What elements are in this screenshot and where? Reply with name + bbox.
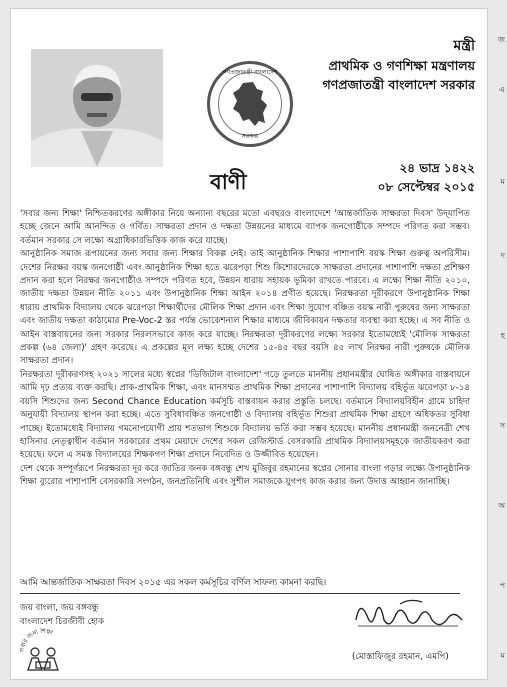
slogan	[20, 601, 104, 629]
body-paragraph: আনুষ্ঠানিক সমাজ রূপায়নের জন্য সবার জন্য শিক্ষার বিকল্প নেই। তাই আনুষ্ঠানিক শিক্ষার পাশাপাশি বয়স্ক শিক্ষা গুরুত্ব অপরিসীম। দেশের নিরক্ষর বয়স্ক জনগোষ্ঠী এবং আনুষ্ঠানিক শিক্ষা হতে ঝরেপড়া শিশু কিশোরদেরকে সাক্ষরতা প্রদানের পাশাপাশি দক্ষতা প্রশিক্ষণ প্রদান করা হলে নিরক্ষর জনগোষ্ঠীও সম্পদে পরিণত হবে, উন্নয়ন ধারায় সহায়ক ভূমিকা রাখতে পারবে। এ লক্ষ্যে শিক্ষা নীতি ২০১০, জাতীয় দক্ষতা উন্নয়ন নীতি ২০১১ এবং উপানুষ্ঠানিক শিক্ষা আইন ২০১৪ প্রণীত হয়েছে। নিরক্ষরতা দূরীকরণে উপানুষ্ঠানিক শিক্ষা ধারায় প্রাথমিক বিদ্যালয় থেকে ঝরেপড়া শিক্ষার্থীদের মৌলিক শিক্ষা প্রদান এবং শিক্ষা সুযোগ বঞ্চিত বয়স্ক নারী পুরুষের জন্য সাক্ষরতা এবং জাতীয় দক্ষতা কাঠামোর Pre-Voc-2 স্তর পর্যন্ত ভোকেশনাল শিক্ষার মাধ্যমে জীবিকায়ন দক্ষতার ব্যবস্থা করা হচ্ছে। এ সব নীতি ও আইন বাস্তবায়নের জন্য সরকার নিরলসভাবে কাজ করে যাচ্ছে। নিরক্ষরতা দূরীকরণের লক্ষ্যে সরকার ইতোমধ্যেই 'মৌলিক সাক্ষরতা প্রকল্প (৬৪ জেলা)' গ্রহণ করেছে। এ প্রকল্পের মূল লক্ষ্য হচ্ছে দেশের ১৫-৪৫ বছর বয়সি ৪৫ লাখ নিরক্ষর নারী পুরুষকে মৌলিক সাক্ষরতা প্রদান।	[20, 249, 470, 367]
adjacent-page-strip	[489, 0, 507, 687]
education-for-all-logo	[18, 628, 68, 672]
signatory-name: (মোস্তাফিজুর রহমান, এমপি)	[352, 652, 449, 662]
page-title: বাণী	[210, 170, 247, 194]
strip-char: অ	[498, 501, 505, 510]
header-ministry: প্রাথমিক ও গণশিক্ষা মন্ত্রণালয়	[328, 58, 475, 73]
children-reading-icon	[18, 628, 68, 672]
slogan-line: জয় বাংলা, জয় বঙ্গবন্ধু	[20, 603, 99, 613]
closing-line: আমি আন্তর্জাতিক সাক্ষরতা দিবস ২০১৫ এর সকল কর্মসূচির বর্ণিল সাফল্য কামনা করছি।	[20, 575, 460, 594]
seal-top-text: গণপ্রজাতন্ত্রী বাংলাদেশ	[222, 69, 278, 76]
body-paragraph: দেশ থেকে সম্পূর্ণরূপে নিরক্ষরতা দূর করে জাতির জনক বঙ্গবন্ধু শেখ মুজিবুর রহমানের স্বপ্নের সোনার বাংলা গড়ার লক্ষ্যে উপানুষ্ঠানিক শিক্ষা ব্যুরোর পাশাপাশি বেসরকারি সংগঠন, জনপ্রতিনিধি এবং সুশীল সমাজকে যুগপৎ কাজ করার জন্য উদাত্ত আহ্বান জানাচ্ছি।	[20, 463, 470, 488]
body-paragraph: নিরক্ষরতা দূরীকরণসহ ২০২১ সালের মধ্যে স্বপ্নের 'ডিজিটাল বাংলাদেশ' গড়ে তুলতে মাননীয় প্রধানমন্ত্রীর ঘোষিত অঙ্গীকার বাস্তবায়নে আমি দৃঢ় প্রত্যয় ব্যক্ত করছি। প্রাক-প্রাথমিক শিক্ষা, এবং মানসম্মত প্রাথমিক শিক্ষা প্রদানের পাশাপাশি বিদ্যালয় বহির্ভূত ঝরেপড়া ৮-১৪ বয়সি শিশুদের জন্য Second Chance Education কর্মসূচি বাস্তবায়ন করার প্রস্তুতি চলছে। বর্তমানে বিদ্যালয়বিহীন গ্রামে চাহিদা অনুযায়ী বিদ্যালয় স্থাপন করা হচ্ছে। এতে সুবিধাবঞ্চিত জনগোষ্ঠী ও বিদ্যালয় বহির্ভূত শিশুরা প্রাথমিক শিক্ষা গ্রহণে অধিকতর সুবিধা পাচ্ছে। ইতোমধ্যেই বিদ্যালয় গমনোপযোগী প্রায় শতভাগ শিশুকে বিদ্যালয় ভর্তি করা সম্ভব হয়েছে। মাননীয় প্রধানমন্ত্রী জননেত্রী শেখ হাসিনার নেতৃত্বাধীন বর্তমান সরকারের প্রথম মেয়াদে দেশের সকল রেজিস্টার্ড বেসরকারি প্রাথমিক বিদ্যালয়সমূহকে জাতীয়করণ করা হয়েছে। ফলে এ সমস্ত বিদ্যালয়ের শিক্ষকগণ শিক্ষা প্রদানে নিবেদিত ও উজ্জীবিত হয়েছেন।	[20, 369, 470, 461]
signature-scribble	[350, 590, 470, 636]
message-date	[378, 159, 475, 197]
strip-char: প	[499, 581, 505, 590]
seal-bottom-text: সরকার	[241, 133, 259, 140]
minister-header	[323, 37, 476, 94]
signature	[350, 590, 470, 636]
seal-inner-ring	[218, 72, 282, 136]
minister-photo	[31, 49, 163, 167]
message-body	[20, 208, 470, 490]
slogan-line: বাংলাদেশ চিরজীবী হোক	[20, 617, 105, 627]
header-designation: মন্ত্রী	[453, 38, 475, 54]
strip-char: এ	[498, 85, 505, 94]
header-government: গণপ্রজাতন্ত্রী বাংলাদেশ সরকার	[322, 77, 475, 92]
strip-char: স	[499, 421, 505, 430]
strip-char: ম	[500, 177, 505, 186]
date-english: ০৮ সেপ্টেম্বর ২০১৫	[377, 180, 475, 194]
strip-char: জ	[497, 35, 505, 44]
strip-char: দ	[500, 251, 505, 260]
portrait-image	[31, 49, 163, 167]
date-bangla: ২৪ ভাদ্র ১৪২২	[399, 161, 475, 175]
body-paragraph: 'সবার জন্য শিক্ষা' নিশ্চিতকরণের অঙ্গীকার নিয়ে অন্যান্য বছরের মতো এবছরও বাংলাদেশে 'আন্তর্জাতিক সাক্ষরতা দিবস' উদ্‌যাপিত হচ্ছে জেনে আমি আনন্দিত ও গর্বিত। সাক্ষরতা প্রদান ও দক্ষতা উন্নয়নের মাধ্যমে ব্যাপক জনগোষ্ঠীকে সম্পদে পরিণত করা সম্ভব। বর্তমান সরকার সে লক্ষ্যে অগ্রাধিকারভিত্তিক কাজ করে যাচ্ছে।	[20, 209, 470, 246]
government-seal	[207, 61, 293, 147]
logo-arc-text: সবার জন্য শিক্ষা	[18, 628, 54, 653]
bangladesh-map-icon	[219, 73, 280, 134]
strip-char: হ	[500, 331, 505, 340]
strip-char: ম	[500, 651, 505, 660]
